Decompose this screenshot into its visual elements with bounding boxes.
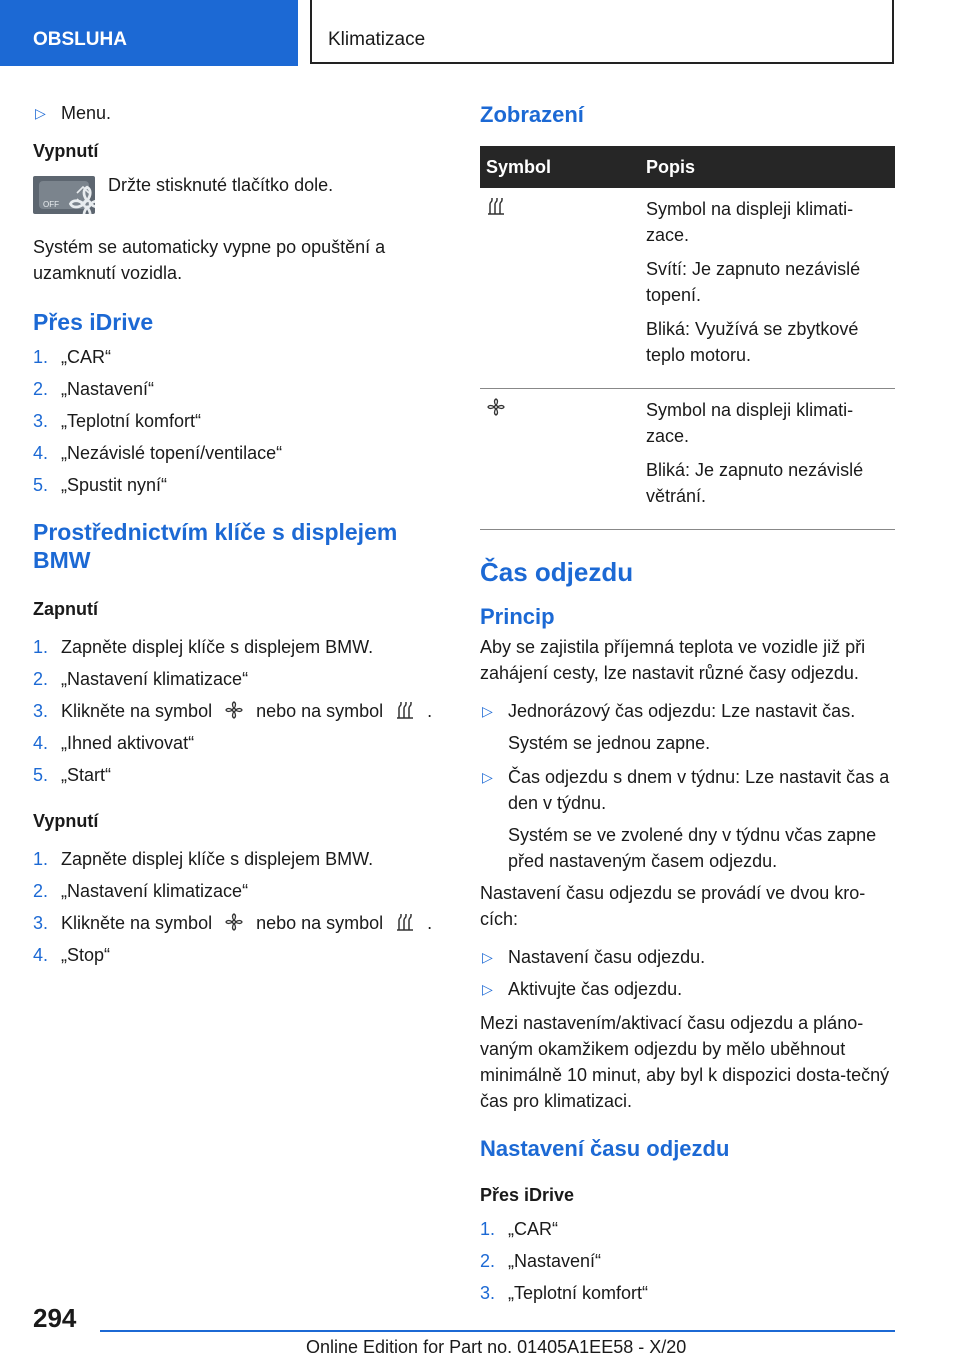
list-item: 1. „CAR“ [480, 1219, 558, 1239]
cell-text: Symbol na displeji klimati-zace. [646, 199, 854, 245]
fan-icon [486, 397, 506, 417]
off-button-label: OFF [43, 200, 59, 209]
list-item: 3. „Teplotní komfort“ [33, 411, 202, 431]
page-header [0, 0, 960, 66]
section-title: OBSLUHA [33, 29, 127, 50]
cell-text: Bliká: Je zapnuto nezávislé větrání. [646, 460, 864, 506]
page-number: 294 [33, 1303, 77, 1333]
section-tab [0, 0, 298, 66]
right-column [480, 100, 895, 1322]
off2-heading: Vypnutí [33, 811, 99, 831]
on-heading: Zapnutí [33, 599, 98, 619]
off-heading: Vypnutí [33, 141, 99, 161]
departure-type-list [480, 698, 895, 724]
bullet2-note: Systém se ve zvolené dny v týdnu včas zapne před nastaveným časem odjezdu. [508, 825, 877, 871]
departure-heading: Čas odjezdu [480, 557, 634, 587]
list-item: 3. Klikněte na symbol nebo na symbol . [33, 701, 433, 721]
off2-steps [33, 846, 443, 968]
menu-list [33, 100, 443, 126]
cell-text: Bliká: Využívá se zbytkové teplo motoru. [646, 319, 859, 365]
table-row [480, 188, 895, 389]
list-item: 3. Klikněte na symbol nebo na symbol . [33, 913, 433, 933]
triangle-bullet-icon: ▷ [482, 703, 493, 719]
list-item: 4. „Ihned aktivovat“ [33, 733, 195, 753]
fan-icon [224, 700, 244, 720]
list-item: ▷ Aktivujte čas odjezdu. [480, 976, 895, 1002]
column-header-symbol: Symbol [480, 146, 640, 188]
step-bullets [480, 944, 895, 1002]
cell-text: Svítí: Je zapnuto nezávislé topení. [646, 259, 861, 305]
idrive-steps [33, 344, 443, 498]
chapter-title: Klimatizace [328, 29, 426, 50]
list-item: 2. „Nastavení klimatizace“ [33, 881, 249, 901]
list-item: 2. „Nastavení klimatizace“ [33, 669, 249, 689]
list-item [33, 100, 443, 126]
list-item: 4. „Nezávislé topení/ventilace“ [33, 443, 283, 463]
table-header-row [480, 146, 895, 188]
list-item: ▷ Nastavení času odjezdu. [480, 944, 895, 970]
on-steps [33, 634, 443, 788]
list-item: 1. Zapněte displej klíče s displejem BMW. [33, 637, 374, 657]
display-heading: Zobrazení [480, 102, 584, 127]
triangle-bullet-icon: ▷ [482, 769, 493, 785]
setting-heading: Nastavení času odjezdu [480, 1136, 730, 1161]
menu-item-text: Menu. [61, 103, 112, 123]
list-item: 5. „Start“ [33, 765, 112, 785]
list-item: 1. Zapněte displej klíče s displejem BMW. [33, 849, 374, 869]
column-header-description: Popis [640, 146, 895, 188]
cell-text: Symbol na displeji klimati-zace. [646, 400, 854, 446]
footer-edition-text: Online Edition for Part no. 01405A1EE58 - X/20 [306, 1337, 687, 1357]
left-column [33, 100, 443, 984]
list-item: 4. „Stop“ [33, 945, 111, 965]
list-item: 5. „Spustit nyní“ [33, 475, 168, 495]
table-row [480, 389, 895, 530]
list-item: ▷ Jednorázový čas odjezdu: Lze nastavit čas. [480, 698, 895, 724]
bullet1-note: Systém se jednou zapne. [508, 733, 711, 753]
minimum-time-text: Mezi nastavením/aktivací času odjezdu a pláno-vaným okamžikem odjezdu by mělo uběhnout minimálně 10 minut, aby byl k dispozici dosta-tečný čas pro klimatizaci. [480, 1013, 890, 1111]
two-steps-text: Nastavení času odjezdu se provádí ve dvou kro-cích: [480, 883, 866, 929]
via-idrive-heading: Přes iDrive [480, 1185, 575, 1205]
symbol-table [480, 146, 895, 530]
list-item: 2. „Nastavení“ [33, 379, 155, 399]
fan-off-button-icon [33, 176, 95, 214]
footer-divider [100, 1330, 895, 1332]
auto-off-text: Systém se automaticky vypne po opuštění a uzamknutí vozidla. [33, 237, 386, 283]
triangle-bullet-icon: ▷ [482, 949, 493, 965]
list-item: 3. „Teplotní komfort“ [480, 1283, 649, 1303]
departure-type-list-2 [480, 764, 895, 816]
principle-text: Aby se zajistila příjemná teplota ve vozidle již při zahájení cesty, lze nastavit různé časy odjezdu. [480, 637, 866, 683]
off-button-text: Držte stisknuté tlačítko dole. [108, 175, 334, 195]
key-heading: Prostřednictvím klíče s displejem BMW [33, 519, 398, 573]
setting-steps [480, 1216, 895, 1306]
principle-heading: Princip [480, 604, 555, 629]
list-item: ▷ Čas odjezdu s dnem v týdnu: Lze nastavit čas a den v týdnu. [480, 764, 895, 816]
heater-icon [395, 700, 415, 720]
heater-icon [395, 912, 415, 932]
fan-icon [224, 912, 244, 932]
triangle-bullet-icon: ▷ [482, 981, 493, 997]
chapter-tab [310, 0, 894, 64]
triangle-bullet-icon: ▷ [35, 105, 46, 121]
heater-icon [486, 196, 506, 216]
list-item: 2. „Nastavení“ [480, 1251, 602, 1271]
list-item: 1. „CAR“ [33, 347, 111, 367]
idrive-heading: Přes iDrive [33, 309, 154, 335]
off-button-row [33, 176, 443, 220]
